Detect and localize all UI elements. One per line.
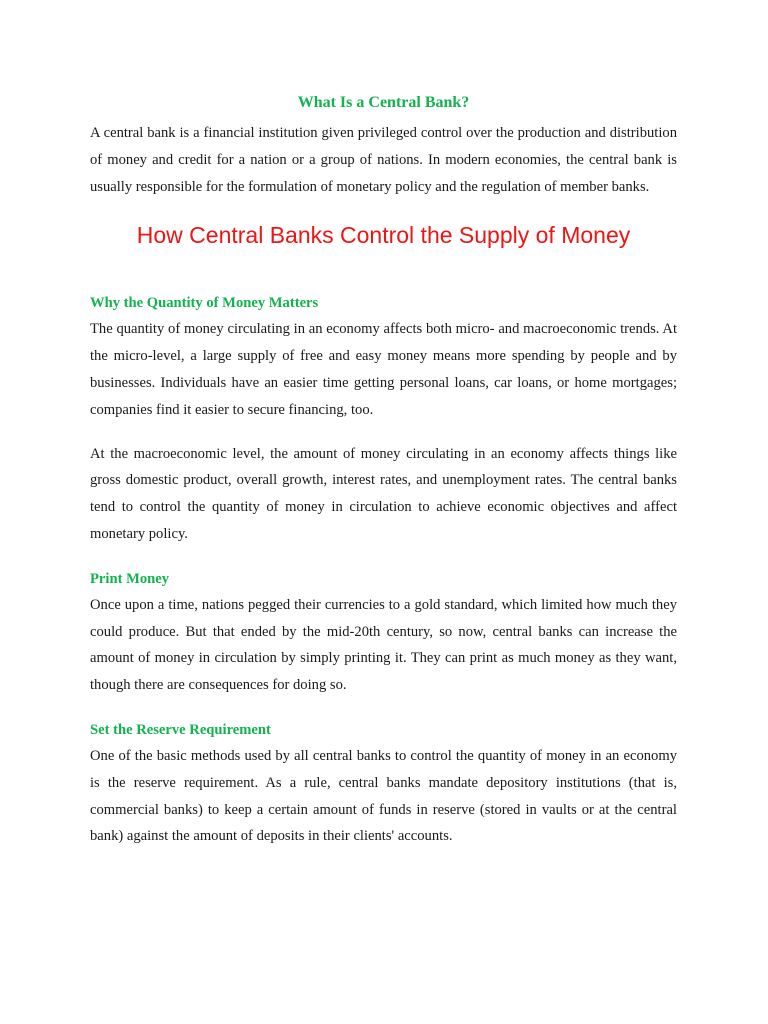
section-paragraph: At the macroeconomic level, the amount of money circulating in an economy affects things like gross domestic product, overall growth, interest rates, and unemployment rates. The central banks tend to control the quantity of money in circulation to achieve economic objectives and affect monetary policy. xyxy=(90,445,677,542)
document-title: How Central Banks Control the Supply of Money xyxy=(136,222,631,249)
section-heading-print-money: Print Money xyxy=(90,570,170,587)
document-page xyxy=(90,90,677,850)
intro-heading: What Is a Central Bank? xyxy=(297,94,470,111)
section-heading-reserve-requirement: Set the Reserve Requirement xyxy=(90,721,271,738)
section-paragraph: Once upon a time, nations pegged their currencies to a gold standard, which limited how much they could produce. But that ended by the mid-20th century, so now, central banks can increase the amount of money in circulation by simply printing it. They can print as much money as they want, though there are consequences for doing so. xyxy=(90,596,677,694)
section-heading-quantity: Why the Quantity of Money Matters xyxy=(90,295,319,312)
section-paragraph: One of the basic methods used by all central banks to control the quantity of money in an economy is the reserve requirement. As a rule, central banks mandate depository institutions (that is, commercial banks) to keep a certain amount of funds in reserve (stored in vaults or at the central bank) against the amount of deposits in their clients' accounts. xyxy=(90,747,677,845)
intro-paragraph: A central bank is a financial institution given privileged control over the production and distribution of money and credit for a nation or a group of nations. In modern economies, the central bank is usually responsible for the formulation of monetary policy and the regulation of member banks. xyxy=(90,125,677,195)
section-paragraph: The quantity of money circulating in an economy affects both micro- and macroeconomic trends. At the micro-level, a large supply of free and easy money means more spending by people and by businesses. Individuals have an easier time getting personal loans, car loans, or home mortgages; companies find it easier to secure financing, too. xyxy=(90,321,677,418)
